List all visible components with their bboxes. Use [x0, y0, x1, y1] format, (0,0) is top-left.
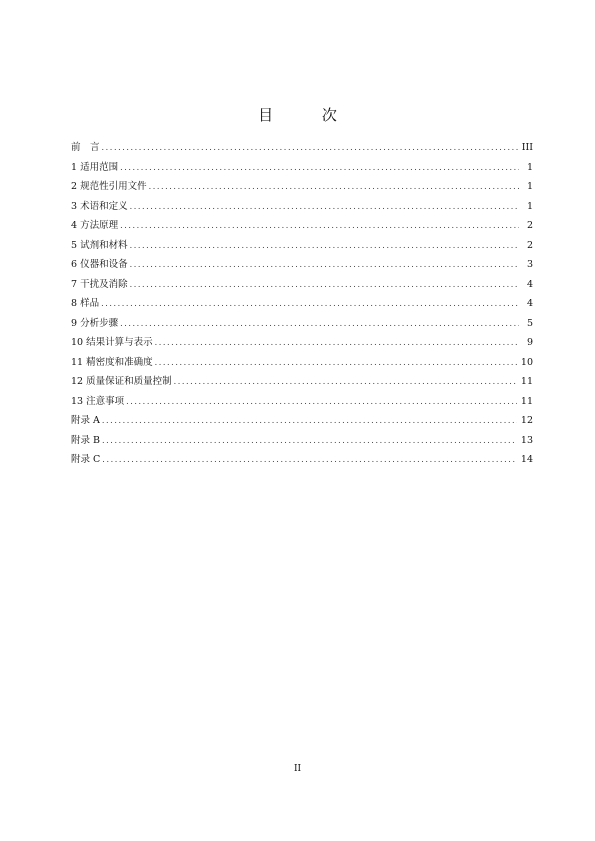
- toc-entry[interactable]: [71, 411, 533, 431]
- toc-leader-dots: [120, 158, 519, 178]
- toc-leader-dots: [102, 450, 517, 470]
- toc-entry[interactable]: [71, 314, 533, 334]
- toc-entry[interactable]: [71, 177, 533, 197]
- toc-entry-label: 5 试剂和材料: [71, 239, 128, 251]
- toc-entry-page: 1: [526, 200, 533, 212]
- toc-entry-label: 9 分析步骤: [71, 317, 119, 329]
- toc-entry-label: 12 质量保证和质量控制: [71, 376, 172, 387]
- toc-entry[interactable]: [71, 450, 533, 470]
- toc-entry[interactable]: [71, 255, 533, 275]
- toc-entry-page: 5: [526, 317, 533, 329]
- toc-leader-dots: [130, 275, 519, 295]
- toc-entry[interactable]: [71, 372, 533, 392]
- toc-leader-dots: [120, 314, 519, 334]
- toc-entry-label: 前 言: [71, 142, 100, 153]
- toc-leader-dots: [120, 216, 519, 236]
- toc-leader-dots: [130, 236, 519, 256]
- toc-leader-dots: [149, 177, 519, 197]
- toc-entry-page: 4: [526, 298, 533, 309]
- toc-entry-page: 11: [520, 376, 533, 387]
- toc-entry[interactable]: [71, 392, 533, 412]
- toc-entry[interactable]: [71, 333, 533, 353]
- toc-entry[interactable]: [71, 431, 533, 451]
- toc-entry-page: 3: [526, 259, 533, 270]
- toc-entry[interactable]: [71, 216, 533, 236]
- toc-entry-label: 2 规范性引用文件: [71, 181, 147, 192]
- toc-entry-page: 2: [526, 239, 533, 251]
- toc-entry-page: 1: [526, 181, 533, 192]
- toc-leader-dots: [102, 138, 518, 158]
- toc-list: [71, 138, 533, 470]
- toc-entry-page: 14: [520, 454, 533, 465]
- toc-leader-dots: [126, 392, 517, 412]
- toc-entry-page: 9: [526, 337, 533, 348]
- toc-entry-page: 12: [520, 415, 533, 426]
- toc-entry[interactable]: [71, 294, 533, 314]
- toc-title: 目 次: [258, 106, 359, 124]
- toc-entry-label: 3 术语和定义: [71, 200, 128, 212]
- page-number: II: [293, 764, 302, 774]
- toc-entry[interactable]: [71, 275, 533, 295]
- toc-entry[interactable]: [71, 197, 533, 217]
- toc-entry-label: 附录 A: [71, 415, 100, 426]
- toc-leader-dots: [174, 372, 517, 392]
- toc-entry-label: 8 样品: [71, 298, 100, 309]
- toc-entry-label: 1 适用范围: [71, 161, 119, 173]
- toc-leader-dots: [130, 255, 519, 275]
- toc-entry[interactable]: [71, 138, 533, 158]
- toc-entry[interactable]: [71, 353, 533, 373]
- toc-entry-page: 1: [526, 161, 533, 173]
- toc-leader-dots: [102, 411, 517, 431]
- toc-entry-label: 附录 B: [71, 434, 101, 446]
- toc-leader-dots: [155, 333, 519, 353]
- toc-entry-page: 2: [526, 220, 533, 231]
- toc-entry-label: 11 精密度和准确度: [71, 356, 153, 368]
- toc-leader-dots: [130, 197, 519, 217]
- toc-entry-label: 10 结果计算与表示: [71, 337, 153, 348]
- toc-entry-label: 7 干扰及消除: [71, 278, 128, 290]
- toc-entry[interactable]: [71, 236, 533, 256]
- toc-entry-label: 13 注意事项: [71, 395, 125, 407]
- toc-leader-dots: [101, 294, 519, 314]
- toc-entry-page: 13: [520, 434, 533, 446]
- toc-entry[interactable]: [71, 158, 533, 178]
- toc-entry-page: III: [521, 142, 533, 153]
- toc-leader-dots: [155, 353, 517, 373]
- toc-entry-label: 4 方法原理: [71, 220, 119, 231]
- toc-entry-label: 附录 C: [71, 454, 101, 465]
- toc-entry-page: 10: [520, 356, 533, 368]
- toc-leader-dots: [102, 431, 517, 451]
- toc-entry-page: 4: [526, 278, 533, 290]
- toc-entry-page: 11: [520, 395, 533, 407]
- toc-entry-label: 6 仪器和设备: [71, 259, 128, 270]
